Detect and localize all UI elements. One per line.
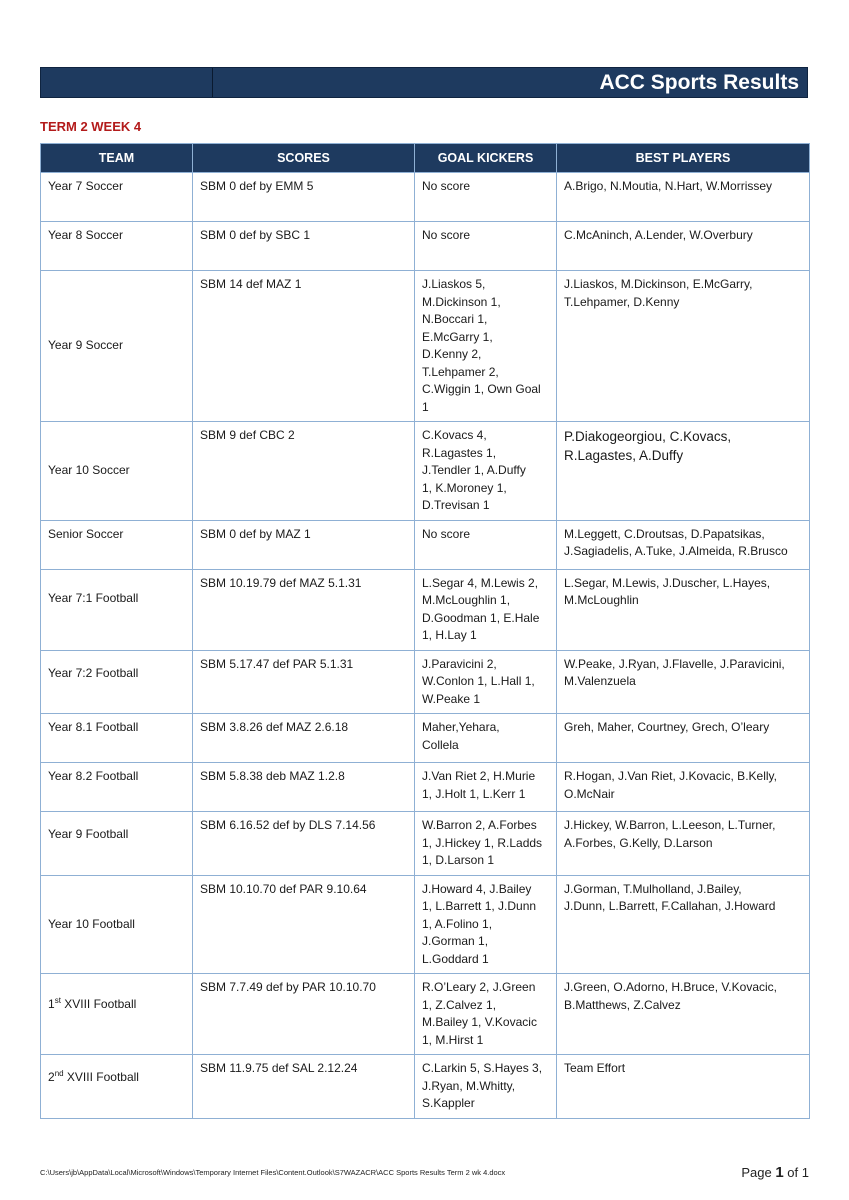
table-row: [41, 974, 810, 1055]
goal-kickers-cell: C.Kovacs 4, R.Lagastes 1, J.Tendler 1, A.Duffy 1, K.Moroney 1, D.Trevisan 1: [415, 422, 557, 521]
goal-kickers-cell: No score: [415, 520, 557, 569]
table-row: [41, 271, 810, 422]
goal-kickers-cell: J.Liaskos 5, M.Dickinson 1, N.Boccari 1, E.McGarry 1, D.Kenny 2, T.Lehpamer 2, C.Wiggin 1, Own Goal 1: [415, 271, 557, 422]
team-cell: Year 8 Soccer: [41, 222, 193, 271]
table-row: [41, 422, 810, 521]
column-header-team: TEAM: [41, 144, 193, 173]
team-cell: Year 10 Soccer: [41, 422, 193, 521]
column-header-goal-kickers: GOAL KICKERS: [415, 144, 557, 173]
team-cell: 2nd XVIII Football: [41, 1055, 193, 1119]
team-cell: Senior Soccer: [41, 520, 193, 569]
banner-divider: [212, 68, 213, 97]
score-cell: SBM 0 def by MAZ 1: [193, 520, 415, 569]
score-cell: SBM 11.9.75 def SAL 2.12.24: [193, 1055, 415, 1119]
score-cell: SBM 7.7.49 def by PAR 10.10.70: [193, 974, 415, 1055]
column-header-scores: SCORES: [193, 144, 415, 173]
goal-kickers-cell: J.Van Riet 2, H.Murie 1, J.Holt 1, L.Kerr 1: [415, 763, 557, 812]
best-players-cell: R.Hogan, J.Van Riet, J.Kovacic, B.Kelly, O.McNair: [557, 763, 810, 812]
table-row: [41, 875, 810, 974]
best-players-cell: J.Gorman, T.Mulholland, J.Bailey, J.Dunn, L.Barrett, F.Callahan, J.Howard: [557, 875, 810, 974]
team-cell: Year 7:1 Football: [41, 569, 193, 650]
goal-kickers-cell: C.Larkin 5, S.Hayes 3, J.Ryan, M.Whitty, S.Kappler: [415, 1055, 557, 1119]
team-cell: 1st XVIII Football: [41, 974, 193, 1055]
goal-kickers-cell: L.Segar 4, M.Lewis 2, M.McLoughlin 1, D.Goodman 1, E.Hale 1, H.Lay 1: [415, 569, 557, 650]
goal-kickers-cell: J.Paravicini 2, W.Conlon 1, L.Hall 1, W.Peake 1: [415, 650, 557, 714]
table-row: [41, 222, 810, 271]
column-header-best-players: BEST PLAYERS: [557, 144, 810, 173]
goal-kickers-cell: R.O’Leary 2, J.Green 1, Z.Calvez 1, M.Bailey 1, V.Kovacic 1, M.Hirst 1: [415, 974, 557, 1055]
table-row: [41, 569, 810, 650]
goal-kickers-cell: No score: [415, 173, 557, 222]
best-players-cell: Team Effort: [557, 1055, 810, 1119]
best-players-cell: W.Peake, J.Ryan, J.Flavelle, J.Paravicini, M.Valenzuela: [557, 650, 810, 714]
page-number: Page 1 of 1: [741, 1164, 809, 1181]
score-cell: SBM 10.10.70 def PAR 9.10.64: [193, 875, 415, 974]
goal-kickers-cell: No score: [415, 222, 557, 271]
table-row: [41, 173, 810, 222]
score-cell: SBM 0 def by SBC 1: [193, 222, 415, 271]
team-cell: Year 10 Football: [41, 875, 193, 974]
table-row: [41, 763, 810, 812]
file-path: C:\Users\jb\AppData\Local\Microsoft\Windows\Temporary Internet Files\Content.Outlook\S7WAZACR\ACC Sports Results Term 2 wk 4.docx: [40, 1168, 506, 1177]
table-row: [41, 812, 810, 876]
header-banner: [40, 67, 808, 98]
table-row: [41, 714, 810, 763]
best-players-cell: P.Diakogeorgiou, C.Kovacs, R.Lagastes, A.Duffy: [557, 422, 810, 521]
best-players-cell: A.Brigo, N.Moutia, N.Hart, W.Morrissey: [557, 173, 810, 222]
team-cell: Year 7:2 Football: [41, 650, 193, 714]
score-cell: SBM 10.19.79 def MAZ 5.1.31: [193, 569, 415, 650]
goal-kickers-cell: Maher,Yehara, Collela: [415, 714, 557, 763]
table-header-row: [41, 144, 810, 173]
team-cell: Year 9 Soccer: [41, 271, 193, 422]
document-title: ACC Sports Results: [599, 71, 799, 94]
score-cell: SBM 6.16.52 def by DLS 7.14.56: [193, 812, 415, 876]
best-players-cell: L.Segar, M.Lewis, J.Duscher, L.Hayes, M.McLoughlin: [557, 569, 810, 650]
goal-kickers-cell: W.Barron 2, A.Forbes 1, J.Hickey 1, R.Ladds 1, D.Larson 1: [415, 812, 557, 876]
results-table: [40, 143, 810, 1119]
table-row: [41, 520, 810, 569]
score-cell: SBM 3.8.26 def MAZ 2.6.18: [193, 714, 415, 763]
best-players-cell: J.Hickey, W.Barron, L.Leeson, L.Turner, A.Forbes, G.Kelly, D.Larson: [557, 812, 810, 876]
team-cell: Year 7 Soccer: [41, 173, 193, 222]
best-players-cell: C.McAninch, A.Lender, W.Overbury: [557, 222, 810, 271]
best-players-cell: J.Liaskos, M.Dickinson, E.McGarry, T.Lehpamer, D.Kenny: [557, 271, 810, 422]
table-row: [41, 1055, 810, 1119]
best-players-cell: Greh, Maher, Courtney, Grech, O’leary: [557, 714, 810, 763]
team-cell: Year 9 Football: [41, 812, 193, 876]
best-players-cell: M.Leggett, C.Droutsas, D.Papatsikas, J.Sagiadelis, A.Tuke, J.Almeida, R.Brusco: [557, 520, 810, 569]
score-cell: SBM 0 def by EMM 5: [193, 173, 415, 222]
best-players-cell: J.Green, O.Adorno, H.Bruce, V.Kovacic, B.Matthews, Z.Calvez: [557, 974, 810, 1055]
score-cell: SBM 5.8.38 deb MAZ 1.2.8: [193, 763, 415, 812]
score-cell: SBM 14 def MAZ 1: [193, 271, 415, 422]
team-cell: Year 8.2 Football: [41, 763, 193, 812]
section-heading: TERM 2 WEEK 4: [40, 119, 142, 134]
team-cell: Year 8.1 Football: [41, 714, 193, 763]
goal-kickers-cell: J.Howard 4, J.Bailey 1, L.Barrett 1, J.Dunn 1, A.Folino 1, J.Gorman 1, L.Goddard 1: [415, 875, 557, 974]
table-row: [41, 650, 810, 714]
score-cell: SBM 9 def CBC 2: [193, 422, 415, 521]
score-cell: SBM 5.17.47 def PAR 5.1.31: [193, 650, 415, 714]
